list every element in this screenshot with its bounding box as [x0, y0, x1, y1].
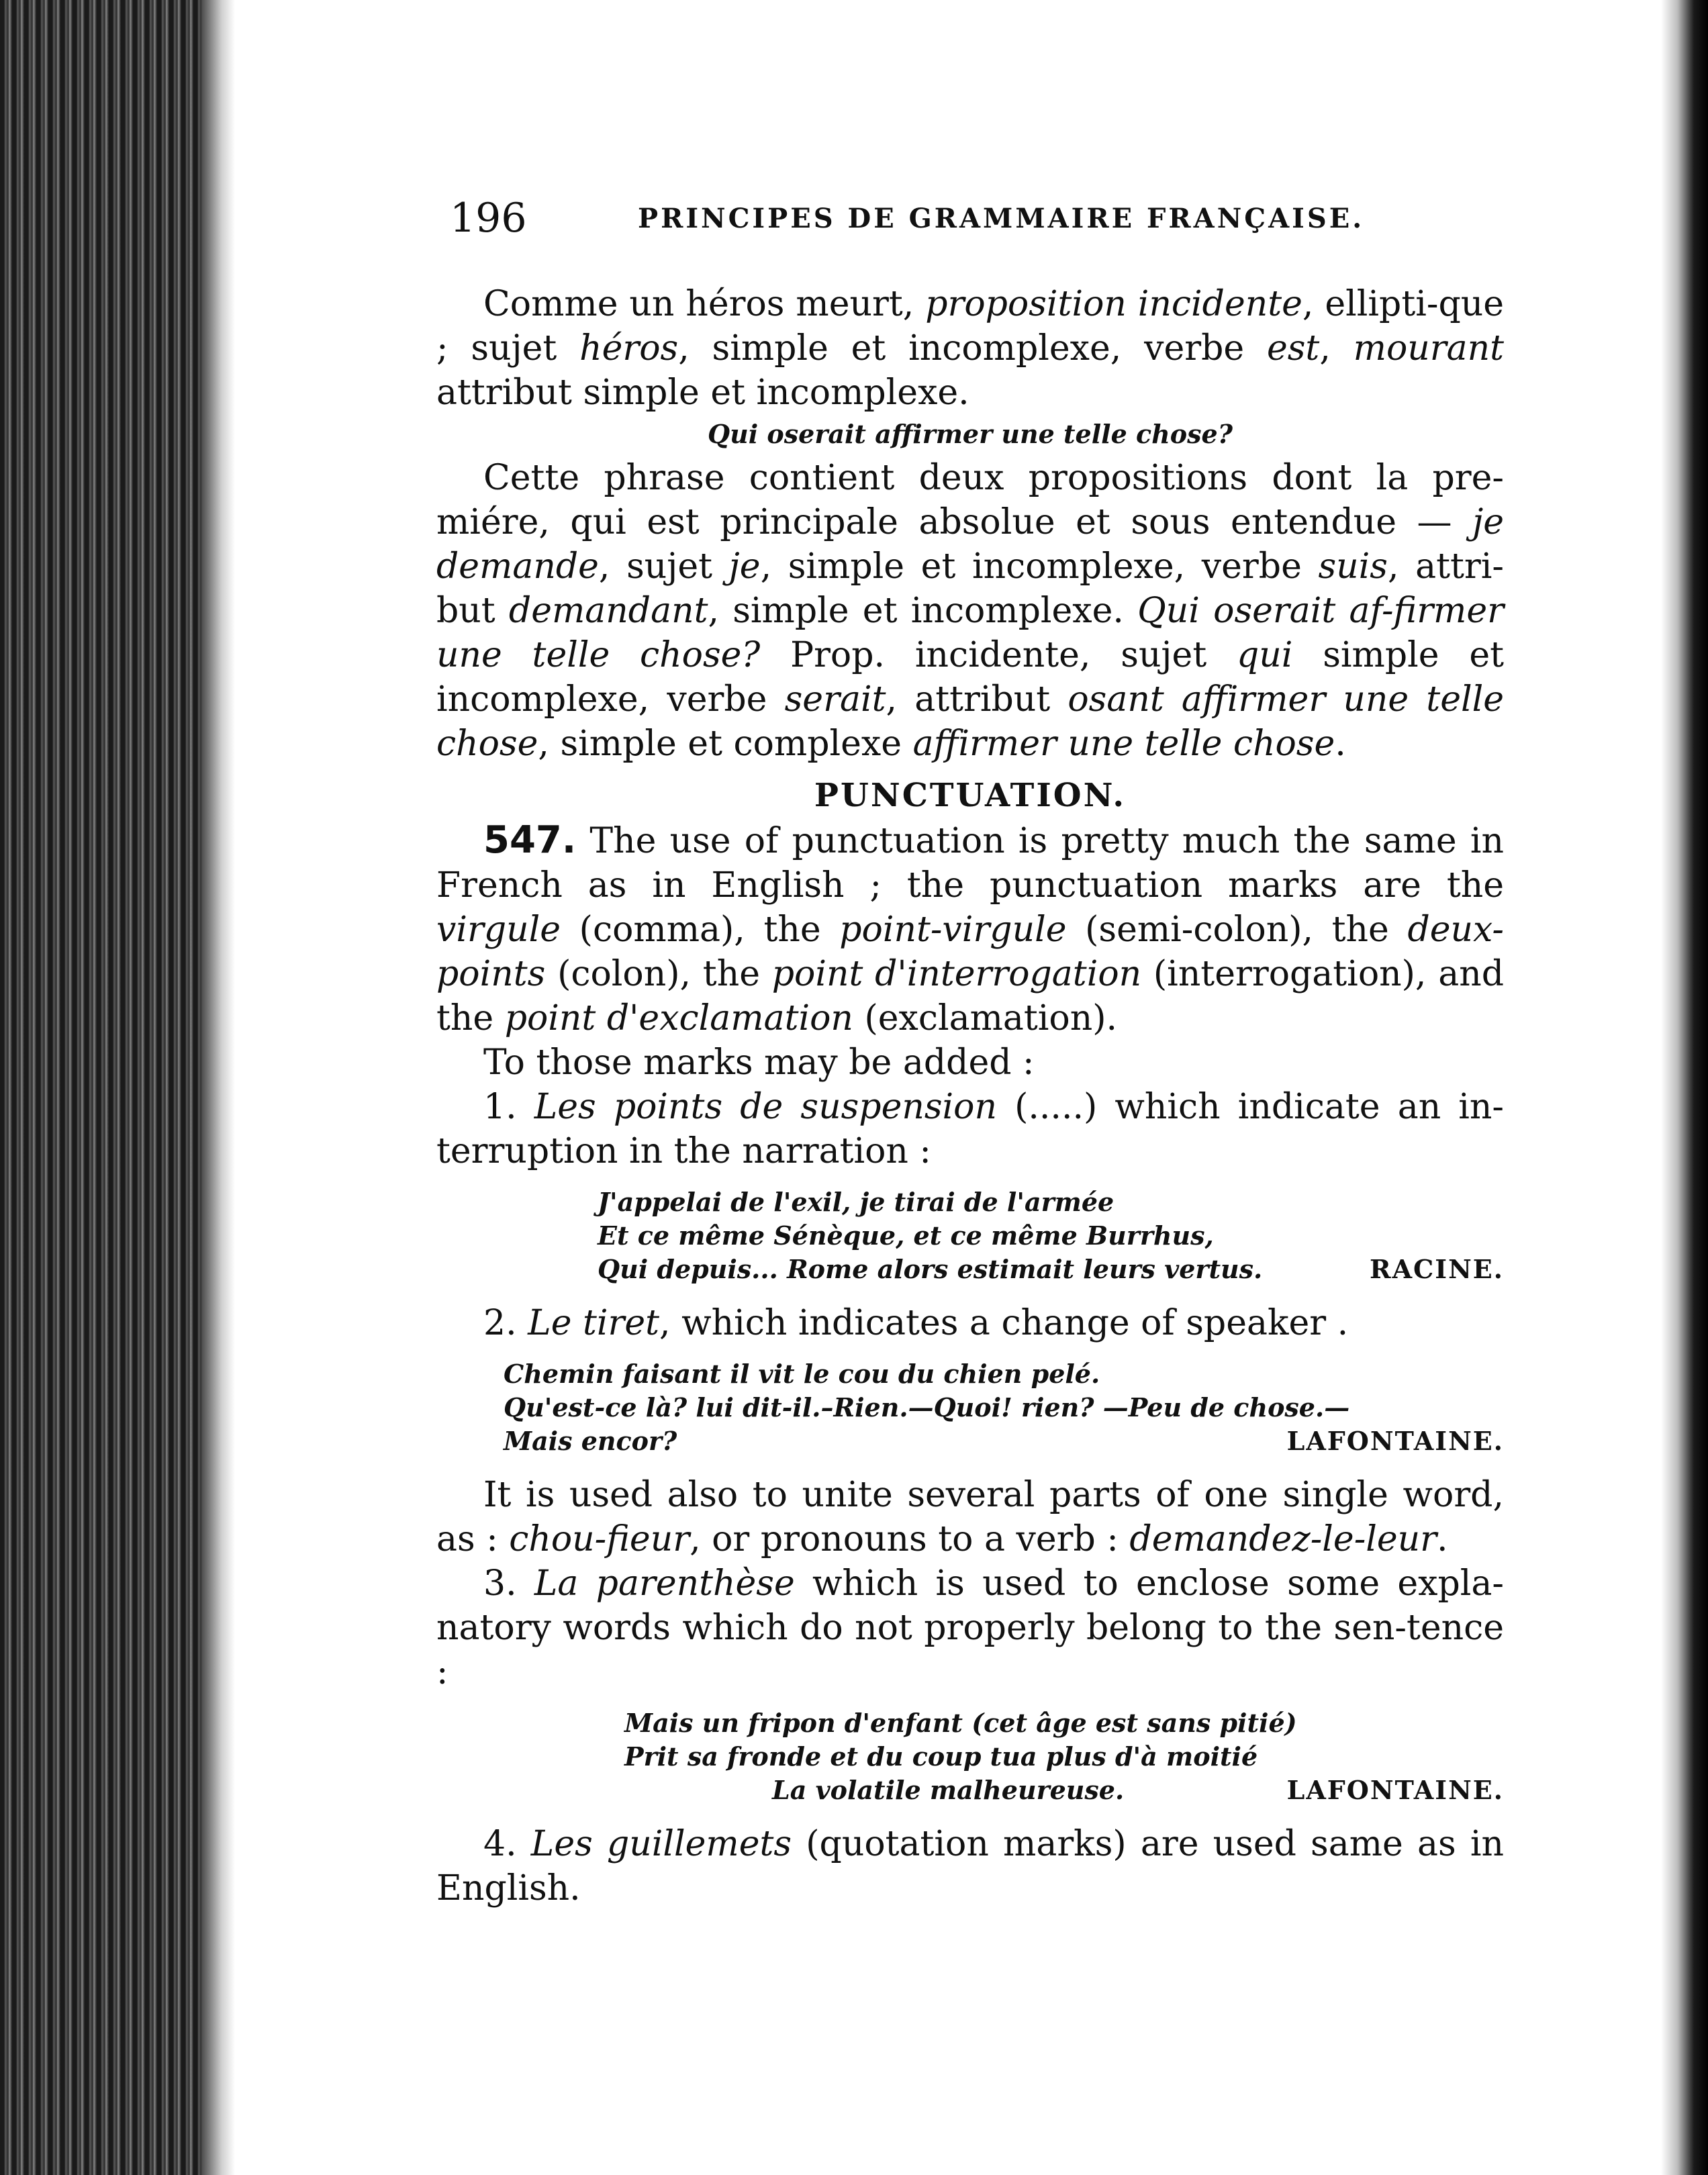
page-right-edge: [1661, 0, 1708, 2175]
quote-line: Prit sa fronde et du coup tua plus d'à moitié: [624, 1741, 1258, 1772]
quote-line: Chemin faisant il vit le cou du chien pelé.: [504, 1359, 1100, 1389]
quote-lafontaine-2: [436, 1706, 1504, 1807]
page-header: [436, 195, 1504, 242]
paragraph-analysis-2: Cette phrase contient deux propositions dont la pre-miére, qui est principale absolue et sous entendue — je demande, sujet je, simple et incomplexe, verbe suis, attri-but demandant, simple et incomplexe. Qui oserait af-firmer une telle chose? Prop. incidente, sujet qui simple et incomplexe, verbe serait, attribut osant affirmer une telle chose, simple et complexe affirmer une telle chose.: [436, 458, 1505, 764]
quote-line: Mais un fripon d'enfant (cet âge est sans pitié): [624, 1708, 1297, 1738]
quote-author: LAFONTAINE.: [1286, 1775, 1504, 1805]
paragraph-547: 547. The use of punctuation is pretty much the same in French as in English ; the punctuation marks are the virgule (comma), the point-virgule (semi-colon), the deux-points (colon), the point d'interrogation (interrogation), and the point d'exclamation (exclamation).: [436, 818, 1504, 1038]
quote-line: Et ce même Sénèque, et ce même Burrhus,: [598, 1220, 1214, 1251]
paragraph-analysis-1: Comme un héros meurt, proposition incidente, ellipti-que ; sujet héros, simple et incomplexe, verbe est, mourant attribut simple et incomplexe.: [436, 284, 1504, 413]
book-page: [436, 195, 1504, 1911]
running-title: PRINCIPES DE GRAMMAIRE FRANÇAISE.: [638, 203, 1365, 234]
quote-racine: [436, 1186, 1504, 1286]
quote-author: LAFONTAINE.: [1286, 1426, 1504, 1456]
example-question: Qui oserait affirmer une telle chose?: [708, 419, 1233, 449]
quote-line: J'appelai de l'exil, je tirai de l'armée: [598, 1187, 1114, 1217]
page-number: 196: [450, 195, 527, 242]
added-intro: To those marks may be added :: [483, 1043, 1035, 1083]
quote-line: Qui depuis... Rome alors estimait leurs vertus. RACINE.: [598, 1253, 1504, 1286]
quote-line: Qu'est-ce là? lui dit-il.–Rien.—Quoi! rien? —Peu de chose.—: [504, 1392, 1350, 1422]
quote-lafontaine-1: [436, 1357, 1504, 1458]
section-number: 547.: [483, 818, 577, 862]
book-spine-shadow: [0, 0, 222, 2175]
paragraph-tiret-usage: It is used also to unite several parts of one single word, as : chou-fieur, or pronouns to a verb : demandez-le-leur.: [436, 1475, 1504, 1559]
quote-author: RACINE.: [1369, 1254, 1504, 1284]
item-3: 3. La parenthèse which is used to enclose some expla-natory words which do not properly belong to the sen-tence :: [436, 1563, 1504, 1692]
item-4: 4. Les guillemets (quotation marks) are used same as in English.: [436, 1824, 1504, 1908]
item-1: 1. Les points de suspension (.....) which indicate an in-terruption in the narration :: [436, 1087, 1504, 1171]
quote-line: Mais encor? LAFONTAINE.: [504, 1424, 1504, 1458]
section-heading: PUNCTUATION.: [814, 777, 1127, 814]
page-gutter: [201, 0, 235, 2175]
item-2: 2. Le tiret, which indicates a change of speaker .: [483, 1303, 1349, 1343]
quote-line: La volatile malheureuse. LAFONTAINE.: [624, 1774, 1504, 1807]
